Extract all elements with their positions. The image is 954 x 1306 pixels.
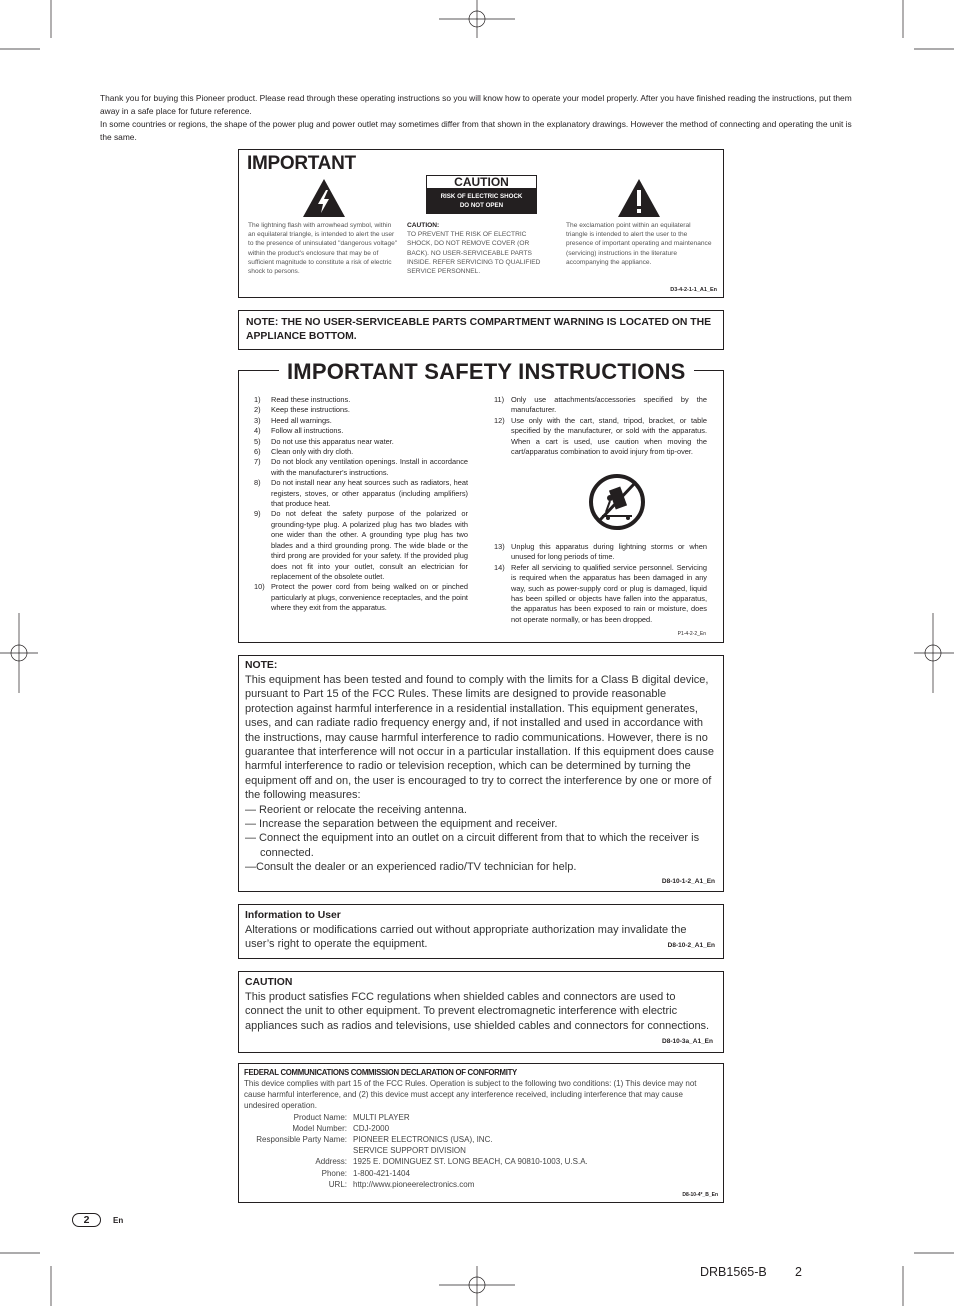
caution-description (407, 221, 553, 276)
safety-item-number: 7) (254, 457, 261, 467)
important-title: IMPORTANT (247, 153, 356, 174)
safety-item-number: 14) (494, 562, 505, 572)
fcc-note-bullet-1: — Reorient or relocate the receiving antenna. (245, 803, 467, 816)
safety-item (254, 437, 468, 447)
safety-instructions-box (238, 359, 724, 643)
safety-item-text: Keep these instructions. (271, 405, 350, 415)
safety-item (494, 542, 707, 563)
safety-item (254, 457, 468, 478)
compartment-note-box (238, 310, 724, 350)
caution-fcc-box (238, 971, 724, 1053)
fcc-note-code: D8-10-1-2_A1_En (661, 878, 715, 885)
safety-item-text: Do not block any ventilation openings. Install in accordance with the manufacturer's instructions. (271, 457, 468, 477)
safety-right-list-bottom (494, 542, 707, 625)
declaration-label: Model Number: (292, 1123, 347, 1133)
safety-item (494, 563, 707, 625)
declaration-value: PIONEER ELECTRONICS (USA), INC. (353, 1135, 493, 1145)
declaration-label: URL: (328, 1179, 347, 1189)
safety-item-text: Only use attachments/accessories specified by the manufacturer. (511, 395, 707, 415)
safety-item-number: 3) (254, 415, 261, 425)
safety-item-number: 13) (494, 542, 505, 551)
safety-item-text: Read these instructions. (271, 395, 351, 404)
declaration-label (244, 1145, 353, 1156)
safety-left-list (254, 395, 468, 614)
safety-item-text: Do not use this apparatus near water. (271, 436, 394, 446)
declaration-rows (244, 1112, 718, 1190)
sheet-number: 2 (795, 1265, 802, 1279)
safety-item-text: Refer all servicing to qualified service personnel. Servicing is required when the apparatus has been damaged in any way, such as power-supply cord or plug is damaged, liquid has been spilled or objects have fallen into the apparatus, the apparatus has been exposed to rain or moisture, does not operate normally, or has been dropped. (511, 562, 707, 624)
declaration-code: D8-10-4*_B_En (682, 1192, 718, 1198)
info-user-body: Alterations or modifications carried out without appropriate authorization may invalidate the user’s right to operate the equipment. (245, 924, 687, 951)
caution-label: CAUTION (426, 175, 537, 189)
declaration-value: SERVICE SUPPORT DIVISION (353, 1146, 466, 1156)
safety-item (254, 426, 468, 436)
lightning-description: The lightning flash with arrowhead symbol, within an equilateral triangle, is intended to alert the user to the presence of uninsulated "dangerous voltage" within the product's enclosure that may be of sufficient magnitude to constitute a risk of electric shock to persons. (248, 222, 398, 276)
safety-item-number: 6) (254, 447, 261, 457)
safety-title: IMPORTANT SAFETY INSTRUCTIONS (279, 359, 694, 385)
safety-item (254, 509, 468, 582)
caution-band-line1: RISK OF ELECTRIC SHOCK (440, 193, 523, 200)
safety-item (494, 416, 707, 458)
declaration-row (244, 1123, 718, 1134)
info-user-code: D8-10-2_A1_En (667, 942, 715, 949)
caution-fcc-heading: CAUTION (245, 977, 293, 988)
declaration-row (244, 1134, 718, 1145)
info-user-box (238, 904, 724, 959)
fcc-note-bullet-4: —Consult the dealer or an experienced radio/TV technician for help. (245, 861, 577, 874)
declaration-value: http://www.pioneerelectronics.com (353, 1179, 475, 1189)
declaration-row (244, 1112, 718, 1123)
language-code: En (113, 1216, 124, 1225)
safety-right-list-top (494, 395, 707, 457)
declaration-row (244, 1156, 718, 1167)
safety-item-number: 12) (494, 415, 505, 425)
safety-item (254, 582, 468, 613)
safety-item-number: 4) (254, 426, 261, 436)
declaration-value: CDJ-2000 (353, 1123, 390, 1133)
safety-item-text: Do not install near any heat sources such as radiators, heat registers, stoves, or other apparatus (including amplifiers) that produce heat. (271, 478, 468, 509)
safety-item-number: 5) (254, 436, 261, 446)
safety-item (254, 395, 468, 405)
declaration-heading: FEDERAL COMMUNICATIONS COMMISSION DECLARATION OF CONFORMITY (244, 1068, 517, 1077)
safety-item-text: Do not defeat the safety purpose of the polarized or grounding-type plug. A polarized plug has two blades with one wider than the other. A grounding type plug has two blades and a third grounding prong. The wide blade or the third prong are provided for your safety. If the provided plug does not fit into your outlet, consult an electrician for replacement of the obsolete outlet. (271, 509, 468, 581)
safety-item (254, 478, 468, 509)
declaration-row (244, 1168, 718, 1179)
important-box (238, 149, 724, 298)
declaration-value: MULTI PLAYER (353, 1112, 410, 1122)
safety-item-text: Use only with the cart, stand, tripod, bracket, or table specified by the manufacturer, or sold with the apparatus. When a cart is used, use caution when moving the cart/apparatus combination to avoid injury from tip-over. (511, 415, 707, 457)
lightning-warning-icon (302, 178, 346, 223)
caution-band (426, 189, 537, 214)
safety-item-text: Unplug this apparatus during lightning storms or when unused for long periods of time. (511, 542, 707, 562)
exclamation-warning-icon (617, 178, 661, 223)
compartment-note: NOTE: THE NO USER-SERVICEABLE PARTS COMPARTMENT WARNING IS LOCATED ON THE APPLIANCE BOTTOM. (246, 317, 712, 342)
safety-item-number: 9) (254, 509, 261, 519)
page-number: 2 (83, 1214, 90, 1226)
safety-item (494, 395, 707, 416)
declaration-label: Responsible Party Name: (256, 1135, 347, 1145)
declaration-value: 1-800-421-1404 (353, 1168, 410, 1178)
caution-fcc-code: D8-10-3a_A1_En (662, 1038, 713, 1045)
declaration-row (244, 1179, 718, 1190)
declaration-box (238, 1063, 724, 1203)
safety-item (254, 416, 468, 426)
fcc-note-body: This equipment has been tested and found to comply with the limits for a Class B digital device, pursuant to Part 15 of the FCC Rules. These limits are designed to provide reasonable protection against harmful interference in a residential installation. This equipment generates, uses, and can radiate radio frequency energy and, if not installed and used in accordance with the instructions, may cause harmful interference to radio communications. However, there is no guarantee that interference will not occur in a particular installation. If this equipment does cause harmful interference to radio or television reception, which can be determined by turning the equipment off and on, the user is encouraged to try to correct the interference by one or more of the following measures: (245, 674, 714, 802)
safety-item-number: 1) (254, 395, 261, 404)
fcc-note-heading: NOTE: (245, 660, 278, 671)
safety-code: P1-4-2-2_En (677, 631, 706, 637)
declaration-body: This device complies with part 15 of the FCC Rules. Operation is subject to the following two conditions: (1) This device may not cause harmful interference, and (2) this device must accept any interference received, including interference that may cause undesired operation. (244, 1079, 697, 1111)
declaration-label: Address: (315, 1157, 347, 1167)
declaration-value: 1925 E. DOMINGUEZ ST. LONG BEACH, CA 90810-1003, U.S.A. (353, 1157, 588, 1167)
intro-text (100, 92, 860, 144)
fcc-note-bullet-3: — Connect the equipment into an outlet on a circuit different from that to which the receiver is connected. (245, 832, 700, 859)
intro-paragraph-2: In some countries or regions, the shape of the power plug and power outlet may sometimes differ from that shown in the explanatory drawings. However the method of connecting and operating the unit is the same. (100, 119, 852, 142)
caution-fcc-body: This product satisfies FCC regulations when shielded cables and connectors are used to connect the unit to other equipment. To prevent electromagnetic interference with electric appliances such as radios and televisions, use shielded cables and connectors for connections. (245, 991, 710, 1032)
info-user-heading: Information to User (245, 910, 341, 921)
doc-code: DRB1565-B (700, 1265, 767, 1279)
safety-item (254, 405, 468, 415)
safety-item-number: 2) (254, 405, 261, 415)
safety-item-number: 10) (254, 582, 265, 592)
important-code: D3-4-2-1-1_A1_En (670, 287, 717, 293)
declaration-row (244, 1145, 718, 1156)
intro-paragraph-1: Thank you for buying this Pioneer product. Please read through these operating instructions so you will know how to operate your model properly. After you have finished reading the instructions, put them away in a safe place for future reference. (100, 93, 852, 116)
safety-item (254, 447, 468, 457)
declaration-label: Product Name: (293, 1112, 347, 1122)
safety-item-number: 11) (494, 395, 505, 404)
safety-item-text: Heed all warnings. (271, 415, 332, 425)
caution-band-line2: DO NOT OPEN (459, 202, 504, 209)
declaration-label: Phone: (321, 1168, 347, 1178)
fcc-note-bullet-2: — Increase the separation between the equipment and receiver. (245, 818, 558, 831)
safety-item-text: Follow all instructions. (271, 426, 344, 436)
fcc-note-box (238, 655, 724, 892)
exclamation-description: The exclamation point within an equilateral triangle is intended to alert the user to the presence of important operating and maintenance (servicing) instructions in the literature accompanying the appliance. (566, 222, 712, 266)
safety-item-number: 8) (254, 478, 261, 488)
safety-item-text: Protect the power cord from being walked on or pinched particularly at plugs, convenience receptacles, and the point where they exit from the apparatus. (271, 582, 468, 613)
caution-heading: CAUTION: (407, 222, 440, 229)
cart-tipover-icon (588, 474, 646, 535)
page-number-badge (72, 1213, 101, 1227)
safety-item-text: Clean only with dry cloth. (271, 447, 354, 457)
caution-text: TO PREVENT THE RISK OF ELECTRIC SHOCK, DO NOT REMOVE COVER (OR BACK). NO USER-SERVICEABLE PARTS INSIDE. REFER SERVICING TO QUALIFIED SERVICE PERSONNEL. (407, 231, 541, 276)
